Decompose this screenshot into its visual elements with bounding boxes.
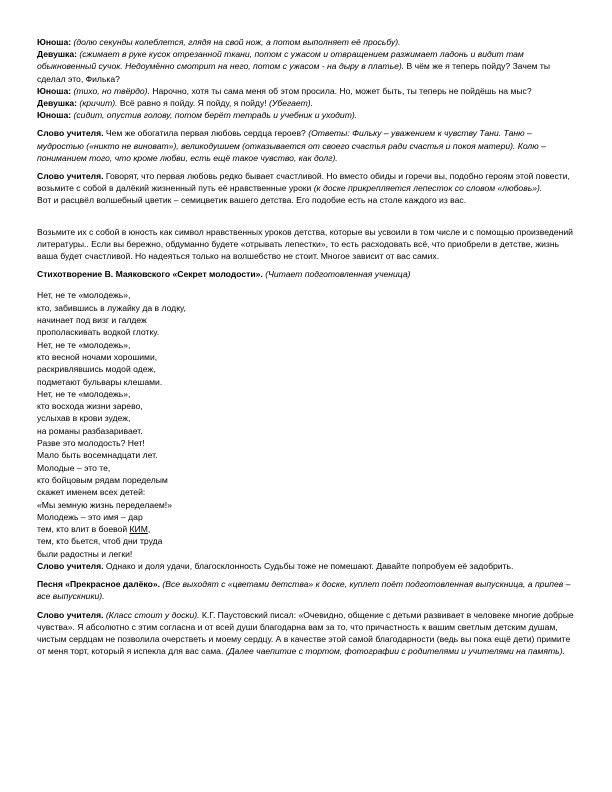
poem-title: Стихотворение В. Маяковского «Секрет молодости». bbox=[37, 269, 263, 280]
poem-line: услыхав в крови зудеж, bbox=[37, 413, 131, 424]
poem bbox=[37, 289, 577, 560]
poem-line: на романы разбазаривает. bbox=[37, 425, 143, 436]
stage-direction: (к доске прикрепляется лепесток со словом «любовь»). bbox=[311, 183, 543, 194]
stage-direction: (тихо, но твёрдо). bbox=[73, 85, 150, 96]
speaker-name: Юноша: bbox=[37, 37, 72, 47]
document-page bbox=[37, 36, 577, 657]
poem-line: Молодые – это те, bbox=[37, 462, 111, 473]
speaker-name: Юноша: bbox=[37, 85, 72, 96]
dialogue-block bbox=[37, 36, 577, 121]
speaker-name: Девушка: bbox=[37, 98, 77, 109]
poem-line: прополаскивать водкой глотку. bbox=[37, 327, 160, 338]
teacher-word-paragraph bbox=[37, 560, 577, 572]
poem-line: Нет, не те «молодежь», bbox=[37, 388, 131, 399]
stage-direction: (кричит). bbox=[79, 98, 118, 109]
poem-stanza-b bbox=[37, 535, 577, 560]
teacher-word-paragraph bbox=[37, 170, 577, 207]
kim-word: КИМ bbox=[129, 524, 148, 535]
song-title: Песня «Прекрасное далёко». bbox=[37, 579, 160, 590]
paragraph-text: Однако и доля удачи, благосклонность Судьбы тоже не помешают. Давайте попробуем её задобрить. bbox=[103, 560, 514, 571]
poem-line: кто бойцовым рядам поределым bbox=[37, 474, 168, 485]
poem-line: раскривлявшись модой одеж, bbox=[37, 364, 156, 375]
teacher-word-paragraph bbox=[37, 609, 577, 658]
poem-line: кто, забившись в лужайку да в лодку, bbox=[37, 302, 186, 313]
poem-line: тем, кто влит в боевой КИМ, bbox=[37, 524, 151, 535]
poem-line: подметают бульвары клешами. bbox=[37, 376, 163, 387]
speaker-name: Слово учителя. bbox=[37, 128, 104, 139]
paragraph-text: Чем же обогатила первая любовь сердца героев? bbox=[103, 128, 306, 139]
stage-direction: (сидит, опустив голову, потом берёт тетрадь и учебник и уходит). bbox=[73, 110, 358, 121]
dialogue-text: Всё равно я пойду. Я пойду, я пойду! bbox=[117, 98, 267, 109]
dialogue-line bbox=[37, 97, 577, 109]
stage-direction: (Убегает). bbox=[266, 98, 314, 109]
stage-direction: (Ответы: Фильку – уважением к чувству Тани. Таню – мудростью («никто не виноват»), великодушием (отказывается от своего счастья ради счастья и покоя матери). Колю – пониманием того, что кроме любви, есть ещё такое чувство, как долг). bbox=[37, 128, 546, 163]
poem-line: тем, кто бьется, чтоб дни труда bbox=[37, 536, 163, 547]
paragraph-text: Говорят, что первая любовь редко бывает счастливой. Но вместо обиды и горечи вы, подобно героям этой повести, возьмите с собой в далёкий жизненный путь её нравственные уроки bbox=[37, 171, 570, 194]
poem-line: были радостны и легки! bbox=[37, 548, 133, 559]
dialogue-text: В чём же я теперь пойду? Зачем ты сделал это, Филька? bbox=[37, 61, 551, 84]
stage-direction: (Читает подготовленная ученица) bbox=[262, 269, 411, 280]
stage-direction: (сжимает в руке кусок отрезанной ткани, потом с ужасом и отвращением разжимает ладонь и видит там обыкновенный сучок. Недоумённо смотрит на него, потом с ужасом - на дыру в платье). bbox=[37, 49, 524, 72]
paragraph-text: К.Г. Паустовский писал: «Очевидно, общение с детьми развивает в человеке многие добрые чувства». Я абсолютно с этим согласна и от всей души благодарна вам за то, что причастность к вашим светлым детским душам, чистым сердцам не позволила очерстветь и моему сердцу. А в качестве этой самой благодарности (ведь вы пока ещё дети) примите от меня торт, который я испекла для вас сама. bbox=[37, 609, 574, 657]
stage-direction: (Все выходят с «цветами детства» к доске, куплет поёт подготовленная выпускница, а припев – все выпускники). bbox=[37, 579, 571, 602]
poem-line: Молодежь – это имя – дар bbox=[37, 511, 143, 522]
poem-line: Нет, не те «молодежь», bbox=[37, 290, 131, 301]
speaker-name: Юноша: bbox=[37, 110, 72, 121]
paragraph-text: Вот и расцвёл волшебный цветик – семицветик вашего детства. Его подобие есть на столе каждого из вас. bbox=[37, 195, 467, 206]
poem-line: скажет именем всех детей: bbox=[37, 487, 146, 498]
poem-heading bbox=[37, 268, 577, 280]
poem-line: Мало быть восемнадцати лет. bbox=[37, 450, 158, 461]
dialogue-line bbox=[37, 48, 577, 85]
stage-direction: (Класс стоит у доски). bbox=[103, 609, 200, 620]
song-paragraph bbox=[37, 578, 577, 602]
stage-direction: (Далее чаепитие с тортом, фотографии с родителями и учителями на память). bbox=[223, 646, 565, 657]
stage-direction: (долю секунды колеблется, глядя на свой нож, а потом выполняет её просьбу). bbox=[73, 37, 401, 47]
speaker-name: Слово учителя. bbox=[37, 560, 104, 571]
dialogue-line bbox=[37, 85, 577, 97]
poem-stanza-a bbox=[37, 289, 577, 523]
poem-line: кто весной ночами хорошими, bbox=[37, 351, 158, 362]
poem-line: кто восхода жизни зарево, bbox=[37, 401, 143, 412]
dialogue-text: Нарочно, хотя ты сама меня об этом просила. Но, может быть, ты теперь не пойдёшь на мыс? bbox=[149, 85, 532, 96]
poem-line: начинает под визг и галдеж bbox=[37, 315, 147, 326]
teacher-word-paragraph bbox=[37, 127, 577, 164]
youth-paragraph: Возьмите их с собой в юность как символ нравственных уроков детства, которые вы усвоили в том числе и с помощью произведений литературы.. Если вы бережно, обдуманно будете «отрывать лепестки», то есть расходовать всё, что приобрели в детстве, жизнь ваша будет счастливой. Но надеяться только на волшебство не стоит. Многое зависит от вас самих. bbox=[37, 226, 573, 262]
poem-line: «Мы земную жизнь переделаем!» bbox=[37, 499, 172, 510]
poem-line: Нет, не те «молодежь», bbox=[37, 339, 131, 350]
dialogue-line bbox=[37, 109, 577, 121]
poem-line: Разве это молодость? Нет! bbox=[37, 438, 145, 449]
dialogue-line bbox=[37, 36, 577, 48]
speaker-name: Слово учителя. bbox=[37, 609, 104, 620]
speaker-name: Девушка: bbox=[37, 49, 77, 60]
speaker-name: Слово учителя. bbox=[37, 171, 104, 182]
